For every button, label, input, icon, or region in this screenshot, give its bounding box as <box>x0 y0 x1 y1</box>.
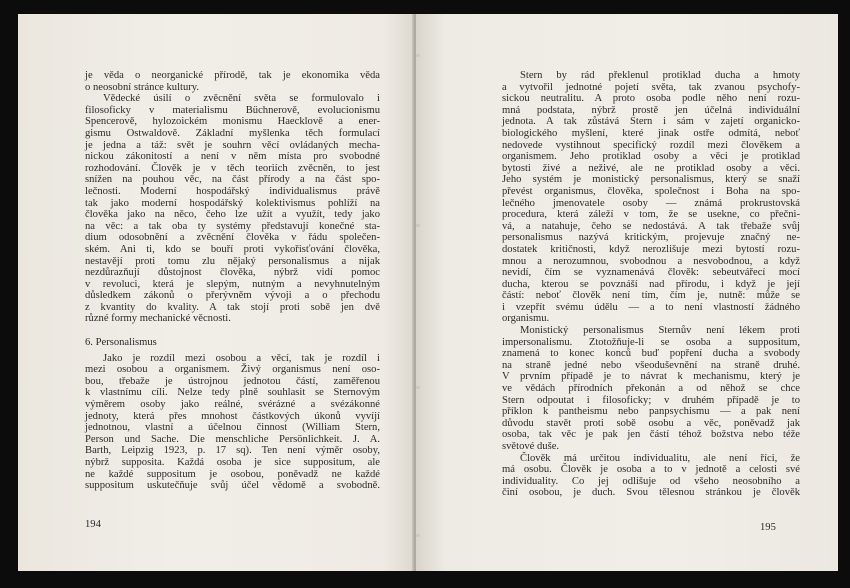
page-number: 194 <box>85 519 101 530</box>
text-line: znamená to konec konců buď popření ducha a svobody <box>502 348 800 360</box>
text-line: Spencerově, hylozoickém monismu Haecklově a ener- <box>85 116 380 128</box>
text-line: z kvantity do kvality. A tak stojí proti sobě jen dvě <box>85 301 380 313</box>
text-line: různé formy mechanické věcnosti. <box>85 313 231 325</box>
section-heading: 6. Personalismus <box>85 337 157 349</box>
text-line: Monistický personalismus Sternův není lékem proti <box>520 325 800 337</box>
left-page-text <box>85 70 380 492</box>
text-line: Person und Sache. Die menschliche Persönlichkeit. J. A. <box>85 433 380 445</box>
text-line: na straně jedné nebo všeoduševnění na straně druhé. <box>502 359 800 371</box>
page-number: 195 <box>760 522 776 533</box>
text-line: jednoty, která přes mnohost částkových úkonů vyvíjí <box>85 410 380 422</box>
text-line: filosoficky v materialismu Büchnerově, evolucionismu <box>85 104 380 116</box>
text-line: jednotnou, vlastní a účelnou činnost (William Stern, <box>85 422 380 434</box>
text-line: o neosobní stránce kultury. <box>85 81 200 93</box>
text-line: ne každé suppositum je osobou, poněvadž ne každé <box>85 468 380 480</box>
text-line: nezdůrazňují důstojnost člověka, nýbrž vidí pomoc <box>85 267 380 279</box>
binding-thread-mark <box>416 54 420 57</box>
text-line: člověka jako na něco, čeho lze užít a využít, tedy jako <box>85 209 380 221</box>
text-line: má osobu. Člověk je osoba a to v jednotě a celosti své <box>502 464 800 476</box>
text-line: Vědecké úsilí o zvěcnění světa se formulovalo i <box>103 93 380 105</box>
text-line: důsledkem zákonů o přerývněm vývoji a o přechodu <box>85 290 380 302</box>
text-line: individuality. Co jej odlišuje od všeho neosobního a <box>502 475 800 487</box>
binding-thread-mark <box>416 386 420 389</box>
text-line: nýbrž supposita. Každá osoba je sice suppositum, ale <box>85 457 380 468</box>
text-line: výměrem osoby jako reálné, svérázné a svézákonné <box>85 399 380 411</box>
text-line: biologického myšlení, které jinak ostře odmítá, neboť <box>502 127 800 139</box>
text-line: ducha, kterou se povznáší nad přírodu, i když je její <box>502 278 800 290</box>
text-line: rozhodování. Člověk je v těch teoriích zvěcněn, to jest <box>85 162 380 174</box>
text-line: procedura, která záleží v tom, že se usekne, co přečni- <box>502 209 800 221</box>
text-line: je věda o neorganické přírodě, tak je ekonomika věda <box>85 70 380 81</box>
text-line: Člověk má určitou individualitu, ale není říci, že <box>520 452 800 464</box>
text-line: je jedna a táž: svět je souhrn věcí ovládaných mecha- <box>85 139 380 151</box>
text-line: lečného jmenovatele osoby — známá prokrustovská <box>502 197 800 209</box>
text-line: mnou a nerozumnou, svobodnou a nesvobodnou, a když <box>502 255 800 267</box>
text-line: příklon k pantheismu nebo panpsychismu — a pak není <box>502 406 800 418</box>
text-line: nickou zákonitostí a není v něm místa pro svobodné <box>85 151 380 163</box>
text-line: lečnosti. Moderní hospodářský individualismus právě <box>85 185 380 197</box>
text-line: činí osobou, je duch. Svou tělesnou stránkou je člověk <box>502 487 800 499</box>
binding-thread-mark <box>416 534 420 537</box>
text-line: důvodu stavět proti sobě osobu a věc, poněvadž jak <box>502 417 800 429</box>
right-page-text <box>502 70 800 499</box>
text-line: personalismus nazývá kritickým, projevuje značný ne- <box>502 232 800 244</box>
text-line: ském. Ani ti, kdo se bouří proti vykořisťování člověka, <box>85 243 380 255</box>
text-line: impersonalismu. Ztotožňuje-li se osoba a suppositum, <box>502 336 800 348</box>
text-line: V prvním případě je to návrat k mechanismu, který je <box>502 371 800 383</box>
text-line: k vlastnímu cíli. Nelze tedy plně souhlasit se Sternovým <box>85 387 380 399</box>
text-line: i vzepřít svému údělu — a to není vlastností žádného <box>502 301 800 313</box>
text-line: osoba, tak věc je pak jen částí téhož božstva nebo téže <box>502 429 800 441</box>
text-line: mezi osobou a organismem. Živý organismus není oso- <box>85 364 380 376</box>
text-line: Jako je rozdíl mezi osobou a věcí, tak je rozdíl i <box>103 352 380 364</box>
text-line: nestavějí proti tomu zlu nějaký personalismus a nijak <box>85 255 380 267</box>
text-line: bou, třebaže je ústrojnou jednotou částí, zaměřenou <box>85 375 380 387</box>
left-page <box>18 14 415 571</box>
text-line: převést organismus, člověka, společnost i Boha na spo- <box>502 185 800 197</box>
text-line: na věc: a tak oba ty systémy představují konečné sta- <box>85 220 380 232</box>
text-line: jednota. A tak zůstává Stern i sám v zajetí organicko- <box>502 116 800 128</box>
text-line: Stern odpoutat i filosoficky; v druhém případě je to <box>502 394 800 406</box>
text-line: organismem. Jeho protiklad osoby a věci je protiklad <box>502 151 800 163</box>
right-page <box>416 14 838 571</box>
text-line: Barth, Leipzig 1923, p. 17 sq). Ten není výměr osoby, <box>85 445 380 457</box>
text-line: vá, a natahuje, čeho se nedostává. A tak třebaže svůj <box>502 220 800 232</box>
text-line: sickou neutralitu. A proto osoba podle něho není rozu- <box>502 93 800 105</box>
text-line: suppositum uskutečňuje svůj účel vědomě a svobodně. <box>85 480 380 492</box>
text-line: bytosti živé a neživé, ale ne protiklad osoby a věci. <box>502 162 800 174</box>
text-line: gismu Ostwaldově. Základní myšlenka těch formulací <box>85 127 380 139</box>
text-line: ve vědách přírodních překonán a od něhož se chce <box>502 383 800 395</box>
text-line: tak jako moderní hospodářský kolektivismus pohlíží na <box>85 197 380 209</box>
text-line: dostatek kritičnosti, když nerozlišuje mezi bytostí rozu- <box>502 243 800 255</box>
text-line: částí: neboť člověk není tím, čím je, nutně: může se <box>502 290 800 302</box>
text-line: světové duše. <box>502 441 560 452</box>
text-line: v revoluci, která je slepým, nutným a nevyhnutelným <box>85 278 380 290</box>
text-line: Stern by rád překlenul protiklad ducha a hmoty <box>520 70 800 81</box>
text-line: dium odosobnění a zvěcnění člověka v řádu společen- <box>85 232 380 244</box>
text-line: nedovede vystihnout specifický rozdíl mezi člověkem a <box>502 139 800 151</box>
text-line: nevidí, čím se vyznamenává člověk: sebeutvářecí mocí <box>502 267 800 279</box>
text-line: Jeho systém je monistický personalismus, který se snaží <box>502 174 800 186</box>
text-line: organismu. <box>502 313 550 325</box>
text-line: a vytvořil jednotné pojetí světa, tak zvanou psychofy- <box>502 81 800 93</box>
text-line: mná podstata, nýbrž prostě jen účelná individuální <box>502 104 800 116</box>
binding-thread-mark <box>416 224 420 227</box>
text-line: snížen na pouhou věc, na část přírody a na část spo- <box>85 174 380 186</box>
